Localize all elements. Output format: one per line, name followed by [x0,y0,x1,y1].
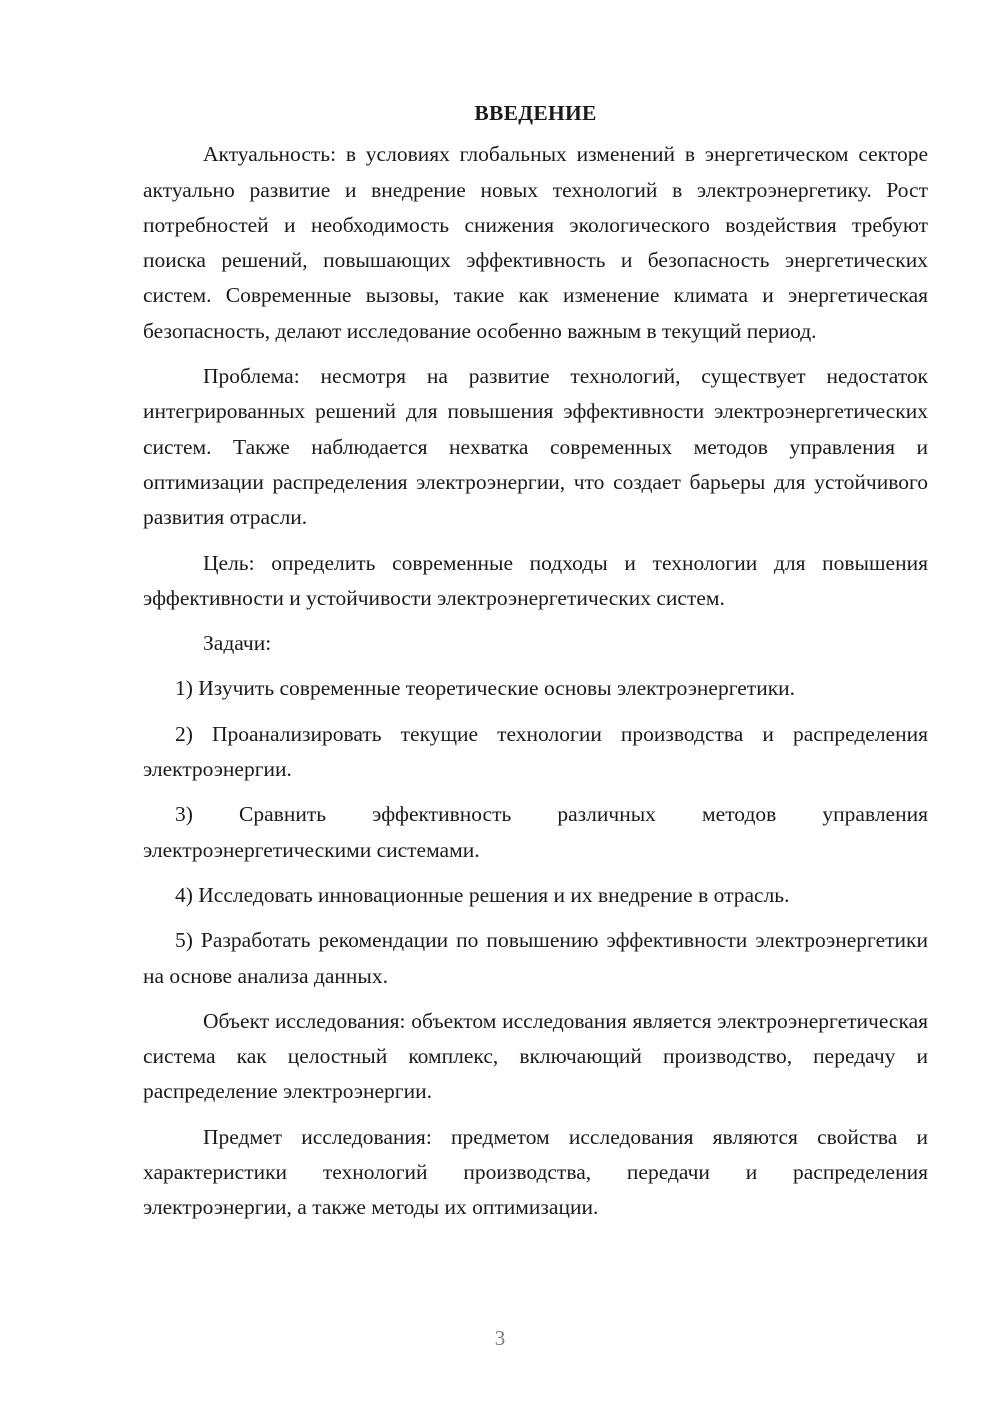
paragraph-subject: Предмет исследования: предметом исследования являются свойства и характеристики технологий производства, передачи и распределения электроэнергии, а также методы их оптимизации. [143,1124,928,1220]
task-item-1: 1) Изучить современные теоретические основы электроэнергетики. [175,676,796,701]
paragraph-relevance: Актуальность: в условиях глобальных изменений в энергетическом секторе актуально развитие и внедрение новых технологий в электроэнергетику. Рост потребностей и необходимость снижения экологического воздействия требуют поиска решений, повышающих эффективность и безопасность энергетических систем. Современные вызовы, такие как изменение климата и энергетическая безопасность, делают исследование особенно важным в текущий период. [143,142,928,343]
paragraph-goal: Цель: определить современные подходы и технологии для повышения эффективности и устойчивости электроэнергетических систем. [143,550,928,610]
task-item-3: 3) Сравнить эффективность различных методов управления электроэнергетическими системами. [143,802,928,862]
task-item-5: 5) Разработать рекомендации по повышению эффективности электроэнергетики на основе анализа данных. [143,928,928,988]
page-title: ВВЕДЕНИЕ [474,101,597,125]
task-item-4: 4) Исследовать инновационные решения и их внедрение в отрасль. [175,882,790,907]
tasks-heading: Задачи: [203,631,272,656]
task-item-2: 2) Проанализировать текущие технологии производства и распределения электроэнергии. [143,721,928,782]
page-number: 3 [494,1326,506,1350]
paragraph-object: Объект исследования: объектом исследования является электроэнергетическая система как целостный комплекс, включающий производство, передачу и распределение электроэнергии. [143,1008,928,1104]
document-page [143,96,928,1236]
paragraph-problem: Проблема: несмотря на развитие технологий, существует недостаток интегрированных решений для повышения эффективности электроэнергетических систем. Также наблюдается нехватка современных методов управления и оптимизации распределения электроэнергии, что создает барьеры для устойчивого развития отрасли. [143,364,928,530]
